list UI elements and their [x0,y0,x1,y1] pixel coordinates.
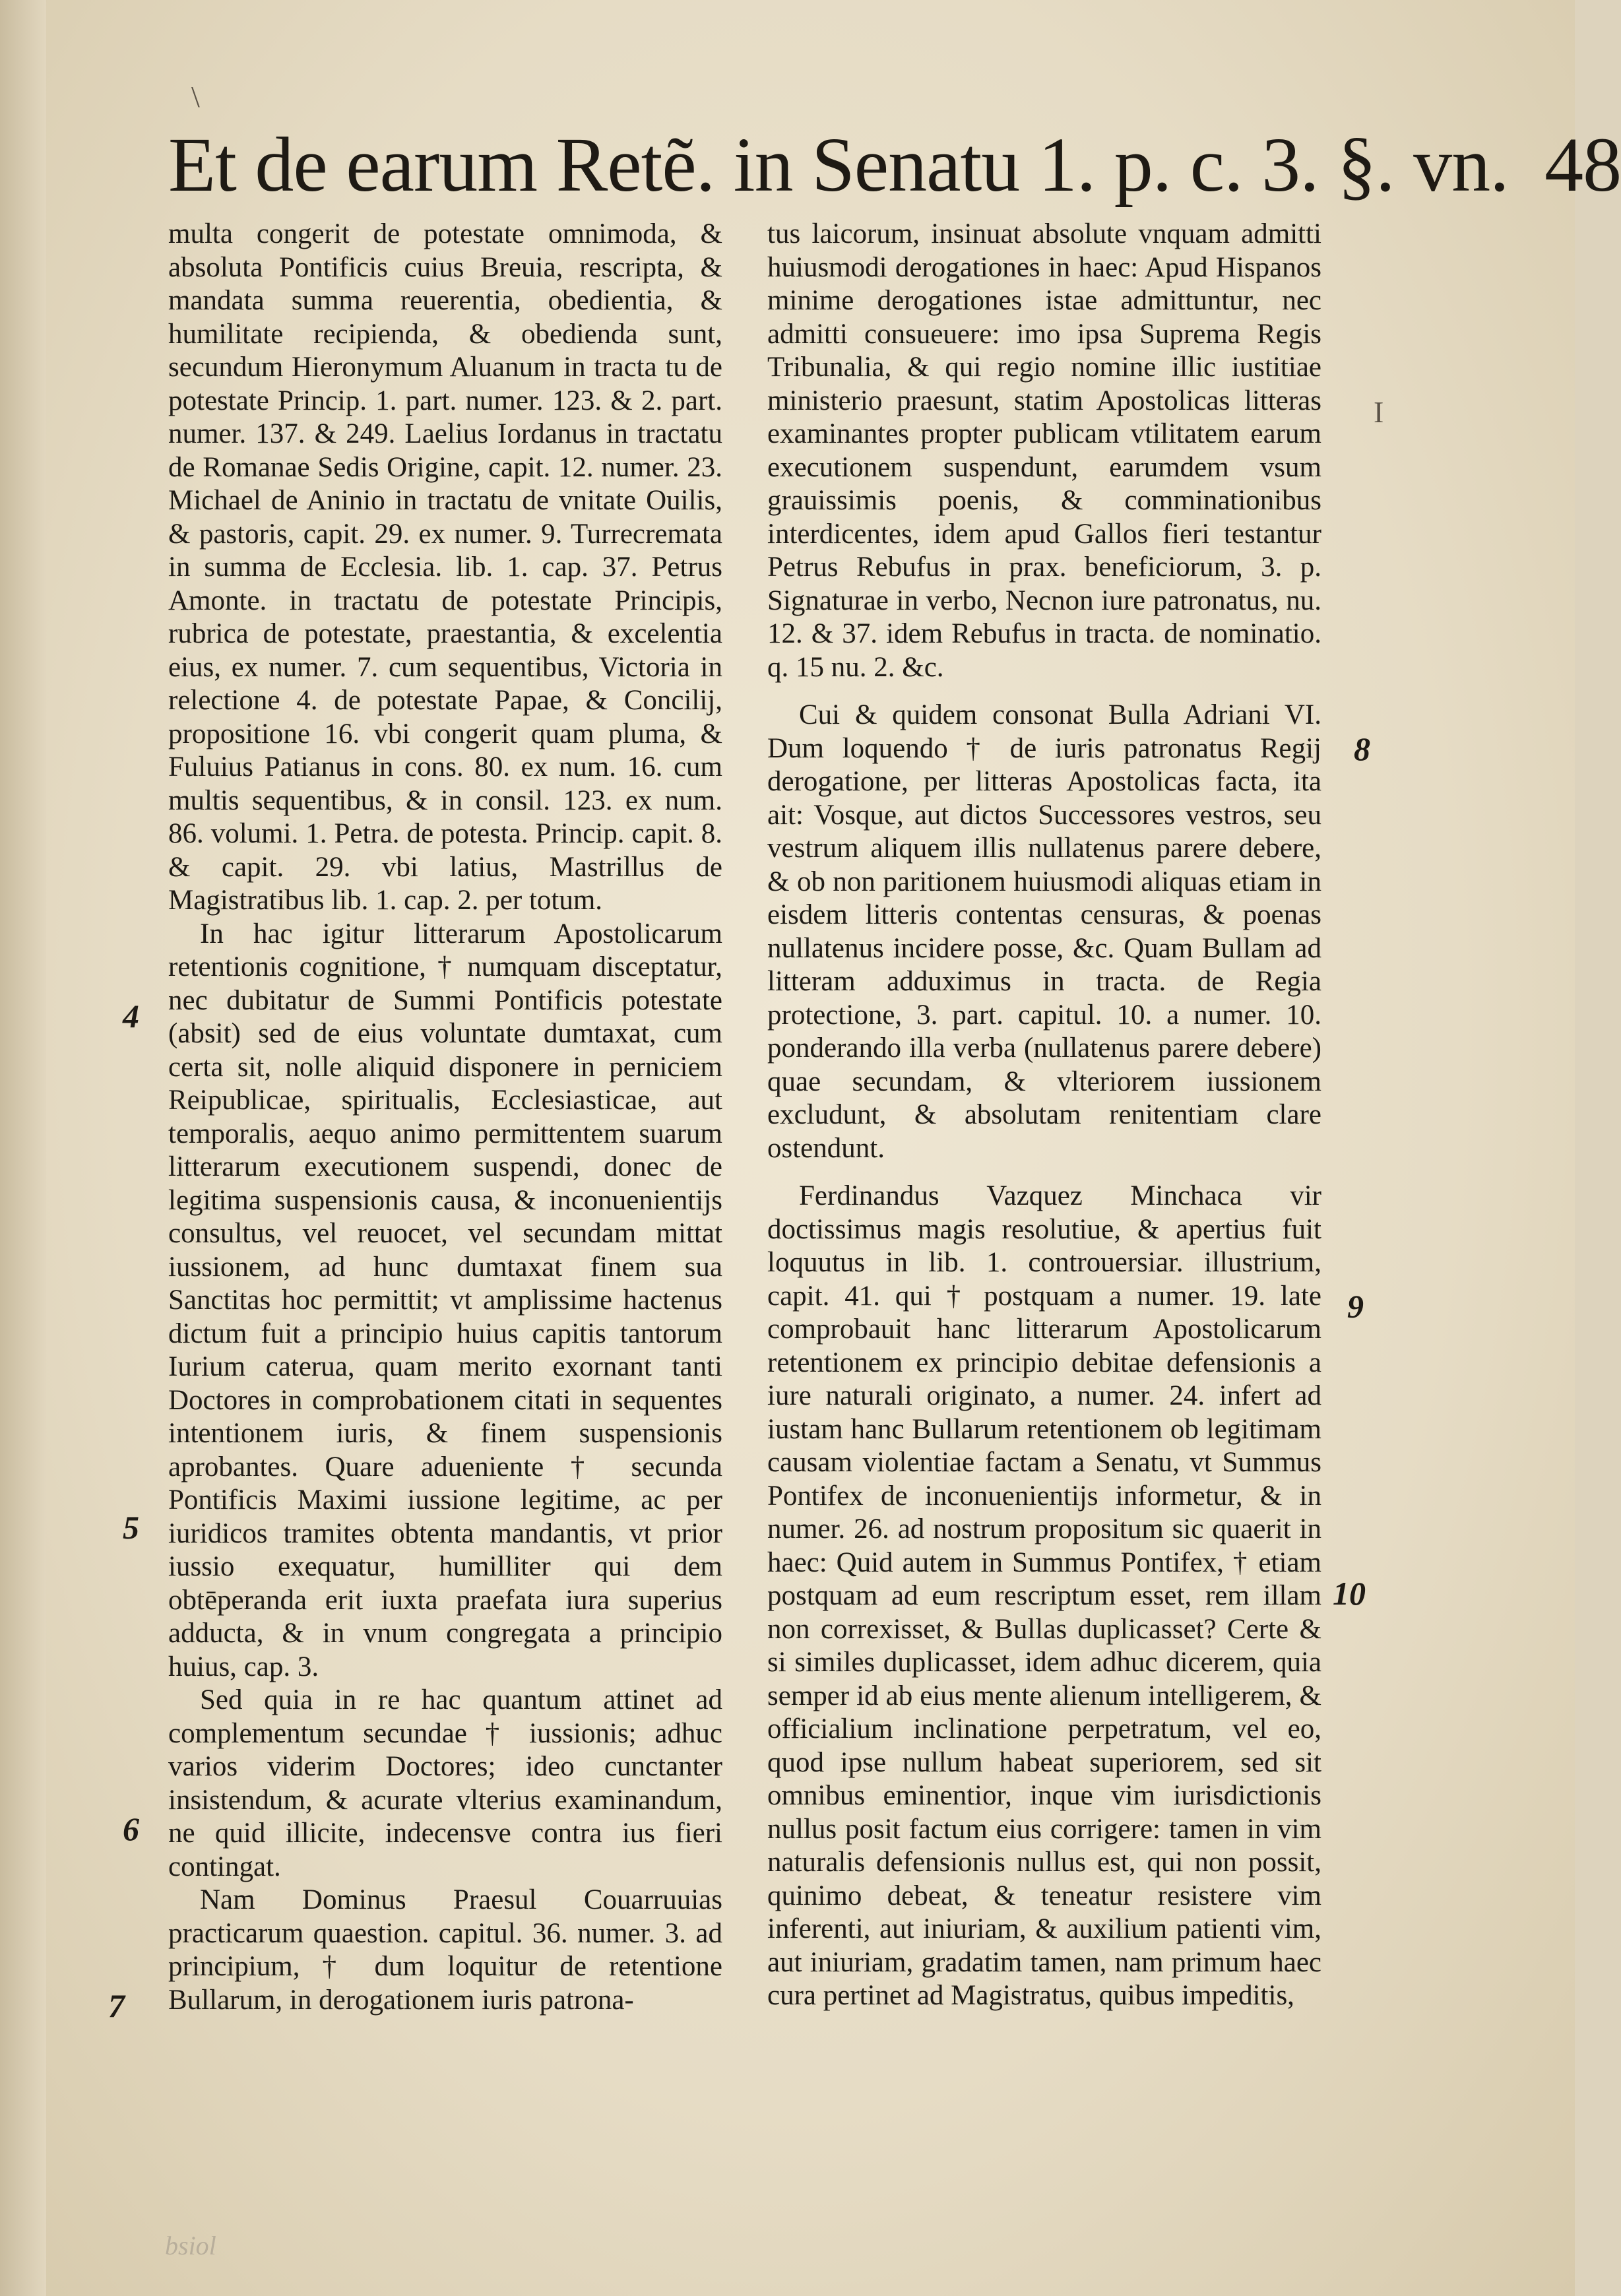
margin-number: 8 [1354,730,1370,767]
left-column [168,218,722,2017]
margin-number: 6 [123,1810,139,1847]
paragraph: Sed quia in re hac quantum attinet ad complementum secundae † iussionis; adhuc varios viderim Doctores; ideo cunctanter insistendum, & acurate vlterius examinandum, ne quid illicite, indecensve contra ius fieri contingat. [168,1684,722,1882]
paragraph: Cui & quidem consonat Bulla Adriani VI. Dum loquendo † de iuris patronatus Regij derogatione, per litteras Apostolicas facta, ita ait: Vosque, aut dictos Successores vestros, seu vestrum aliquem illis nullatenus parere debere, & ob non paritionem huiusmodi aliquas etiam in eisdem litteris contentas censuras, & poenas nullatenus incidere posse, &c. Quam Bullam ad litteram adduximus in tracta. de Regia protectione, 3. part. capitul. 10. a numer. 10. ponderando illa verba (nullatenus parere debere) quae secundam, & vlteriorem iussionem excludunt, & absolutam renitentiam clare ostendunt. [767,699,1321,1164]
margin-number: 5 [123,1509,139,1546]
folio-number: 48 [1544,121,1621,208]
paragraph: In hac igitur litterarum Apostolicarum retentionis cognitione, † numquam disceptatur, nec dubitatur de Summi Pontificis potestate (absit) sed de eius voluntate dumtaxat, cum certa sit, nolle aliquid disponere in perniciem Reipublicae, spiritualis, Ecclesiasticae, aut temporalis, aequo animo permittentem suarum litterarum executionem suspendi, donec de legitima suspensionis causa, & inconuenientijs consultus, vel reuocet, vel secundam mittat iussionem, ad hunc dumtaxat finem sua Sanctitas hoc permittit; vt amplissime hactenus dictum fuit a principio huius capitis tantorum Iurium caterua, quam merito exornant tanti Doctores in comprobationem citati in sequentes intentionem iuris, & finem suspensionis aprobantes. Quare adueniente † secunda Pontificis Maximi iussione legitime, ac per iuridicos tramites obtenta mandantis, vt prior iussio exequatur, humilliter qui dem obtēperanda erit iuxta praefata iura superius adducta, & in vnum congregata a principio huius, cap. 3. [168,918,722,1682]
paragraph: multa congerit de potestate omnimoda, & absoluta Pontificis cuius Breuia, rescripta, & mandata summa reuerentia, obedientia, & humilitate recipienda, & obedienda sunt, secundum Hieronymum Aluanum in tracta tu de potestate Princip. 1. part. numer. 123. & 2. part. numer. 137. & 249. Laelius Iordanus in tractatu de Romanae Sedis Origine, capit. 12. numer. 23. Michael de Aninio in tractatu de vnitate Ouilis, & pastoris, capit. 29. ex numer. 9. Turrecremata in summa de Ecclesia. lib. 1. cap. 37. Petrus Amonte. in tractatu de potestate Principis, rubrica de potestate, praestantia, & excelentia eius, ex numer. 7. cum sequentibus, Victoria in relectione 4. de potestate Papae, & Concilij, propositione 16. vbi congerit quam pluma, & Fuluius Patianus in cons. 80. ex num. 16. cum multis sequentibus, & in consil. 123. ex num. 86. volumi. 1. Petra. de potesta. Princip. capit. 8. & capit. 29. vbi latius, Mastrillus de Magistratibus lib. 1. cap. 2. per totum. [168,218,722,916]
bleed-through-text: bsiol [165,2231,216,2260]
running-header [168,119,1621,211]
margin-number: 4 [123,998,139,1035]
paragraph: Ferdinandus Vazquez Minchaca vir doctissimus magis resolutiue, & apertius fuit loquutus in lib. 1. controuersiar. illustrium, capit. 41. qui † postquam a numer. 19. late comprobauit hanc litterarum Apostolicarum retentionem ex principio debitae defensionis a iure naturali originato, a numer. 24. infert ad iustam hanc Bullarum retentionem ob legitimam causam violentiae factam a Senatu, vt Summus Pontifex de inconuenientijs informetur, & in numer. 26. ad nostrum propositum sic quaerit in haec: Quid autem in Summus Pontifex, † etiam postquam ad eum rescriptum esset, rem illam non correxisset, & Bullas duplicasset? Certe & si similes duplicasset, idem adhuc dicerem, quia semper id ab eius mente alienum intelligerem, & officialium inclinatione perpetratum, vel eo, quod ipse nullum habeat superiorem, sed sit omnibus eminentior, inque vim iurisdictionis nullus posit factum eius corrigere: tamen in vim naturalis defensionis nullus est, qui non possit, quinimo debeat, & teneatur resistere vim inferenti, aut iniuriam, & auxilium patienti vim, aut iniuriam, gradatim tamen, nam primum haec cura pertinet ad Magistratus, quibus impeditis, [767,1180,1321,2011]
page-gutter [0,0,46,2296]
stray-ink-mark: \ [191,80,200,113]
stray-ink-mark: I [1374,395,1384,429]
margin-number: 7 [108,1987,125,2024]
running-title: Et de earum Retẽ. in Senatu 1. p. c. 3. §. vn. [168,121,1509,208]
right-column [767,218,1321,2013]
paragraph: tus laicorum, insinuat absolute vnquam admitti huiusmodi derogationes in haec: Apud Hispanos minime derogationes istae admittuntur, nec admitti consueuere: imo ipsa Suprema Regis Tribunalia, & qui regio nomine illic iustitiae ministerio praesunt, statim Apostolicas litteras examinantes propter publicam vtilitatem earum executionem suspendunt, earumdem vsum grauissimis poenis, & comminationibus interdicentes, idem apud Gallos fieri testantur Petrus Rebufus in prax. beneficiorum, 3. p. Signaturae in verbo, Necnon iure patronatus, nu. 12. & 37. idem Rebufus in tracta. de nominatio. q. 15 nu. 2. &c. [767,218,1321,683]
margin-number: 9 [1347,1288,1364,1325]
margin-number: 10 [1333,1575,1366,1612]
paragraph: Nam Dominus Praesul Couarruuias practicarum quaestion. capitul. 36. numer. 3. ad principium, † dum loquitur de retentione Bullarum, in derogationem iuris patrona- [168,1884,722,2016]
